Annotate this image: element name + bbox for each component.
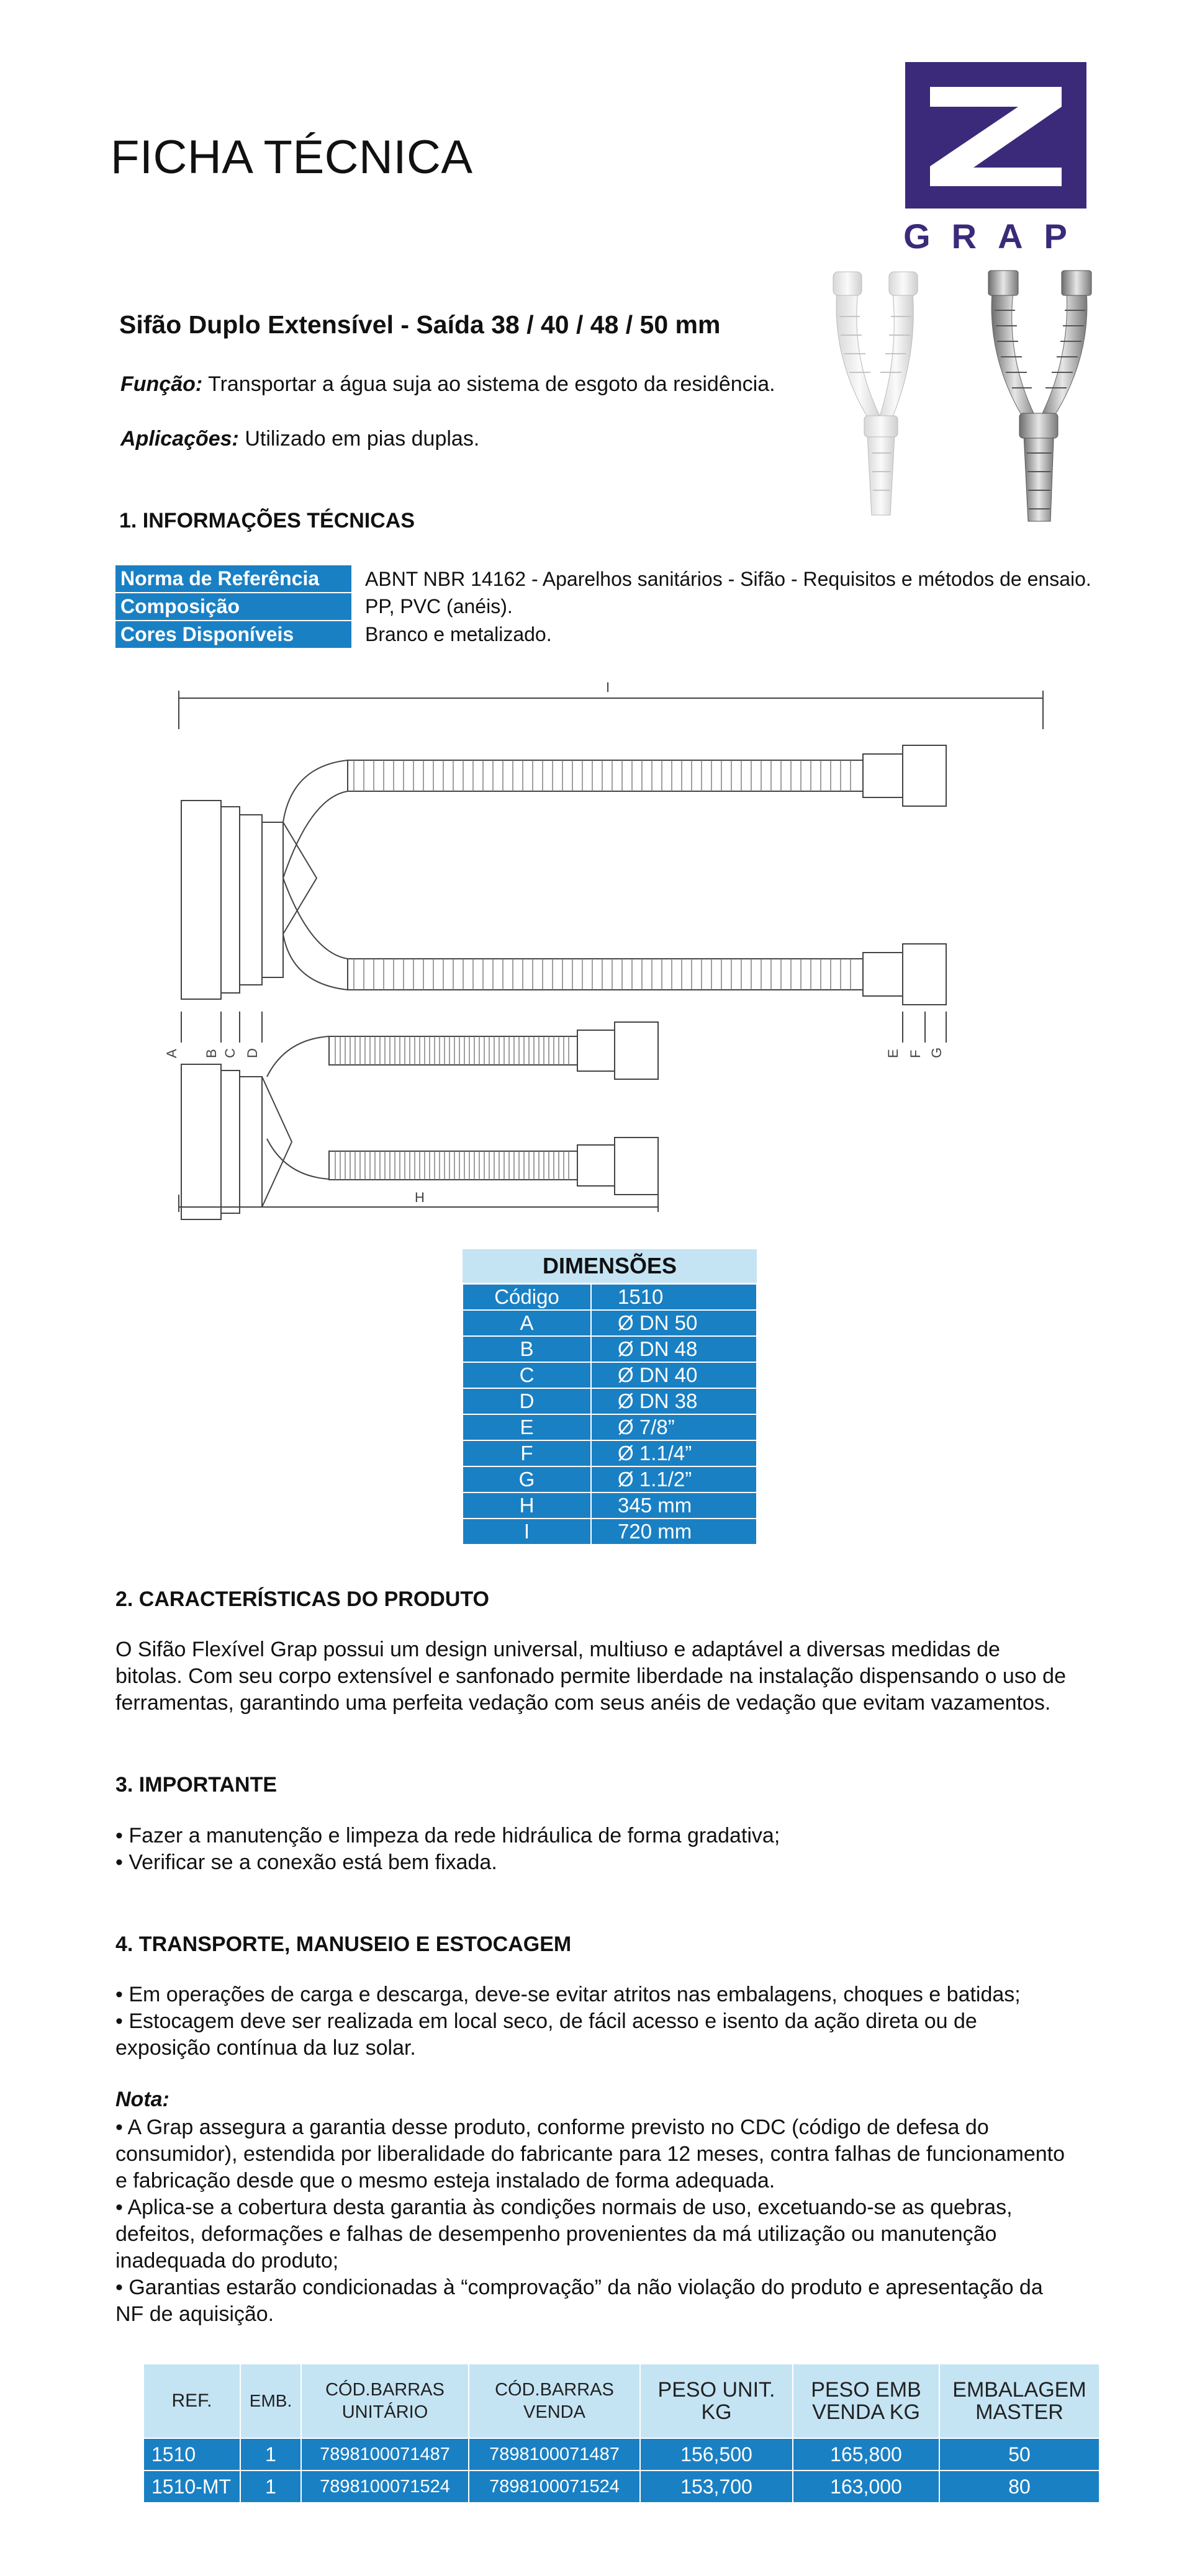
text-line: consumidor), estendida por liberalidade do fabricante para 12 meses, contra falhas de funcionamento [115, 2142, 1065, 2166]
table-cell: 163,000 [793, 2471, 939, 2503]
dimension-value: 720 mm [591, 1519, 757, 1545]
dimension-row [463, 1336, 757, 1362]
header-emb: EMB. [240, 2364, 301, 2438]
text-line: e fabricação desde que o mesmo esteja instalado de forma adequada. [115, 2169, 775, 2192]
applications-text: Utilizado em pias duplas. [245, 427, 480, 451]
dimension-row [463, 1466, 757, 1492]
dimension-key: Código [463, 1284, 591, 1311]
spec-value: ABNT NBR 14162 - Aparelhos sanitários - Sifão - Requisitos e métodos de ensaio. [365, 567, 1091, 590]
table-cell: 1510 [143, 2438, 240, 2471]
bullet-item: • Verificar se a conexão está bem fixada. [115, 1851, 497, 1874]
text-line: exposição contínua da luz solar. [115, 2036, 416, 2060]
spec-label: Cores Disponíveis [115, 621, 351, 648]
text-line: O Sifão Flexível Grap possui um design universal, multiuso e adaptável a diversas medidas de [115, 1638, 1000, 1661]
logo-text: GRAP [903, 217, 1088, 256]
dimension-key: C [463, 1362, 591, 1388]
function-line [120, 372, 775, 397]
table-row [143, 2438, 1099, 2471]
dim-label-b: B [204, 1049, 219, 1058]
dim-label-h: H [415, 1190, 425, 1205]
applications-label: Aplicações: [120, 427, 239, 451]
product-title: Sifão Duplo Extensível - Saída 38 / 40 / 48 / 50 mm [119, 310, 721, 339]
dim-label-d: D [245, 1048, 260, 1058]
text-line: ferramentas, garantindo uma perfeita vedação com seus anéis de vedação que evitam vazamentos. [115, 1691, 1051, 1715]
metal-siphon-image [988, 271, 1091, 521]
table-cell: 7898100071487 [469, 2438, 640, 2471]
dimension-value: Ø 1.1/2” [591, 1466, 757, 1492]
dimension-key: E [463, 1414, 591, 1440]
table-cell: 165,800 [793, 2438, 939, 2471]
dimension-key: B [463, 1336, 591, 1362]
text-line: • A Grap assegura a garantia desse produto, conforme previsto no CDC (código de defesa do [115, 2116, 989, 2139]
text-line: bitolas. Com seu corpo extensível e sanfonado permite liberdade na instalação dispensando o uso de [115, 1664, 1066, 1688]
spec-label: Composição [115, 593, 351, 621]
function-text: Transportar a água suja ao sistema de esgoto da residência. [208, 372, 775, 396]
spec-value: PP, PVC (anéis). [365, 595, 513, 617]
dimension-key: G [463, 1466, 591, 1492]
dim-label-g: G [929, 1047, 944, 1058]
dimension-row [463, 1388, 757, 1414]
table-cell: 153,700 [640, 2471, 793, 2503]
dimension-value: 1510 [591, 1284, 757, 1311]
page-title: FICHA TÉCNICA [111, 131, 473, 184]
table-cell: 1 [240, 2471, 301, 2503]
product-table-header [143, 2364, 1099, 2438]
dimension-value: Ø 1.1/4” [591, 1440, 757, 1466]
header-master-pack: EMBALAGEM MASTER [939, 2364, 1099, 2438]
table-cell: 50 [939, 2438, 1099, 2471]
note-text [115, 2114, 1134, 2328]
note-title: Nota: [115, 2088, 169, 2111]
dimension-value: Ø DN 48 [591, 1336, 757, 1362]
dimension-row [463, 1310, 757, 1336]
dim-label-e: E [885, 1049, 901, 1058]
section4-text [115, 1981, 1134, 2062]
dimension-value: Ø DN 40 [591, 1362, 757, 1388]
spec-row [115, 593, 1091, 621]
corrugation-lines [335, 760, 851, 1180]
applications-line [120, 427, 479, 451]
table-cell: 80 [939, 2471, 1099, 2503]
text-line: inadequada do produto; [115, 2249, 339, 2273]
dim-label-f: F [908, 1049, 923, 1058]
text-line: defeitos, deformações e falhas de desempenho provenientes da má utilização ou manutenção [115, 2222, 997, 2246]
text-line: • Em operações de carga e descarga, deve-se evitar atritos nas embalagens, choques e batidas; [115, 1983, 1021, 2006]
section3-bullets [115, 1823, 780, 1876]
dimensions-table [462, 1249, 757, 1545]
dimension-row [463, 1440, 757, 1466]
text-line: • Estocagem deve ser realizada em local seco, de fácil acesso e isento da ação direta ou de [115, 2009, 977, 2033]
table-cell: 1 [240, 2438, 301, 2471]
header-weight-pack: PESO EMB VENDA KG [793, 2364, 939, 2438]
header-weight-unit: PESO UNIT. KG [640, 2364, 793, 2438]
table-cell: 1510-MT [143, 2471, 240, 2503]
dimension-row [463, 1492, 757, 1519]
header-barcode-unit: CÓD.BARRAS UNITÁRIO [301, 2364, 469, 2438]
bullet-item: • Fazer a manutenção e limpeza da rede hidráulica de forma gradativa; [115, 1824, 780, 1847]
spec-label: Norma de Referência [115, 565, 351, 593]
text-line: • Garantias estarão condicionadas à “comprovação” da não violação do produto e apresentação da [115, 2276, 1043, 2299]
section2-heading: 2. CARACTERÍSTICAS DO PRODUTO [115, 1587, 489, 1611]
dimension-row [463, 1519, 757, 1545]
table-cell: 156,500 [640, 2438, 793, 2471]
section3-heading: 3. IMPORTANTE [115, 1773, 278, 1797]
table-row [143, 2471, 1099, 2503]
dimension-value: Ø DN 38 [591, 1388, 757, 1414]
product-table [143, 2363, 1100, 2503]
section2-text [115, 1636, 1134, 1717]
dimension-key: D [463, 1388, 591, 1414]
table-cell: 7898100071524 [469, 2471, 640, 2503]
spec-table [115, 565, 1091, 649]
table-cell: 7898100071487 [301, 2438, 469, 2471]
function-label: Função: [120, 372, 203, 396]
spec-row [115, 565, 1091, 593]
dim-label-c: C [222, 1048, 238, 1058]
text-line: • Aplica-se a cobertura desta garantia às condições normais de uso, excetuando-se as quebras, [115, 2196, 1013, 2219]
section4-heading: 4. TRANSPORTE, MANUSEIO E ESTOCAGEM [115, 1932, 572, 1956]
dim-label-i: I [606, 680, 610, 695]
dimension-row [463, 1284, 757, 1311]
dimension-value: Ø DN 50 [591, 1310, 757, 1336]
dimension-key: A [463, 1310, 591, 1336]
dimension-key: F [463, 1440, 591, 1466]
section1-heading: 1. INFORMAÇÕES TÉCNICAS [119, 509, 415, 532]
dimension-row [463, 1414, 757, 1440]
text-line: NF de aquisição. [115, 2302, 274, 2326]
dimension-row [463, 1362, 757, 1388]
header-ref: REF. [143, 2364, 240, 2438]
product-photo [826, 267, 1118, 540]
dimension-value: 345 mm [591, 1492, 757, 1519]
white-siphon-image [833, 272, 918, 515]
dim-label-a: A [164, 1049, 179, 1058]
grap-logo [905, 62, 1086, 254]
dimension-key: H [463, 1492, 591, 1519]
table-cell: 7898100071524 [301, 2471, 469, 2503]
dimension-value: Ø 7/8” [591, 1414, 757, 1440]
technical-drawing [164, 673, 1062, 1213]
spec-row [115, 621, 1091, 648]
spec-value: Branco e metalizado. [365, 623, 552, 645]
dimensions-title: DIMENSÕES [463, 1249, 757, 1284]
header-barcode-sale: CÓD.BARRAS VENDA [469, 2364, 640, 2438]
dimension-key: I [463, 1519, 591, 1545]
